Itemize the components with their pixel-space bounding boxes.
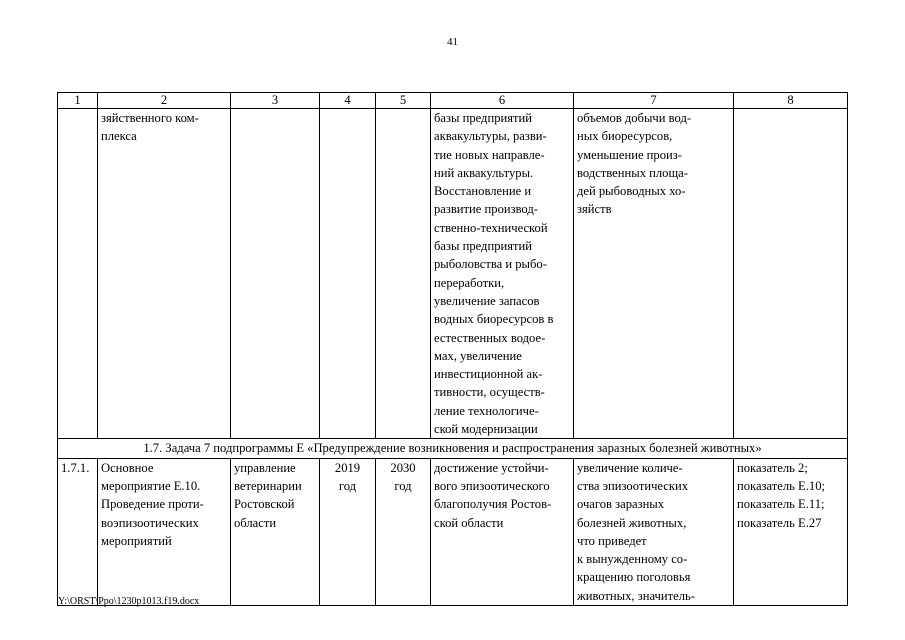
cell-consequences: увеличение количе- ства эпизоотических очагов заразных болезней животных, что приведет к вынужденному со- кращению поголовья животных, значитель- [574, 458, 734, 605]
cell-empty [231, 109, 320, 439]
cell-empty [376, 109, 431, 439]
program-table [57, 92, 848, 606]
item-row [58, 458, 848, 605]
cell-empty [320, 109, 376, 439]
cell-indicators: показатель 2; показатель Е.10; показатель Е.11; показатель Е.27 [734, 458, 848, 605]
cell-event-continued: зяйственного ком- плекса [98, 109, 231, 439]
footer-file-path: Y:\ORST\Ppo\1230p1013.f19.docx [58, 596, 200, 607]
cell-event-name: Основное мероприятие Е.10. Проведение проти- воэпизоотических мероприятий [98, 458, 231, 605]
cell-item-number: 1.7.1. [58, 458, 98, 605]
cell-start-year: 2019 год [320, 458, 376, 605]
column-number: 6 [431, 93, 574, 109]
cell-consequences-continued: объемов добычи вод- ных биоресурсов, уменьшение произ- водственных площа- дей рыбоводных хо- зяйств [574, 109, 734, 439]
page-number: 41 [447, 36, 458, 48]
column-number: 3 [231, 93, 320, 109]
column-number: 5 [376, 93, 431, 109]
continued-row [58, 109, 848, 439]
cell-empty [734, 109, 848, 439]
column-number: 8 [734, 93, 848, 109]
cell-expected-result: достижение устойчи- вого эпизоотического благополучия Ростов- ской области [431, 458, 574, 605]
column-number: 2 [98, 93, 231, 109]
cell-end-year: 2030 год [376, 458, 431, 605]
cell-empty [58, 109, 98, 439]
column-number-row [58, 93, 848, 109]
section-heading-row [58, 439, 848, 458]
cell-result-continued: базы предприятий аквакультуры, разви- тие новых направле- ний аквакультуры. Восстановление и развитие производ- ственно-технической базы предприятий рыболовства и рыбо- переработки, увеличение запасов водных биоресурсов в естественных водое- мах, увеличение инвестиционной ак- тивности, осуществ- ление технологиче- ской модернизации [431, 109, 574, 439]
section-heading: 1.7. Задача 7 подпрограммы Е «Предупреждение возникновения и распространения заразных болезней животных» [58, 439, 848, 458]
column-number: 1 [58, 93, 98, 109]
column-number: 7 [574, 93, 734, 109]
cell-executor: управление ветеринарии Ростовской области [231, 458, 320, 605]
column-number: 4 [320, 93, 376, 109]
